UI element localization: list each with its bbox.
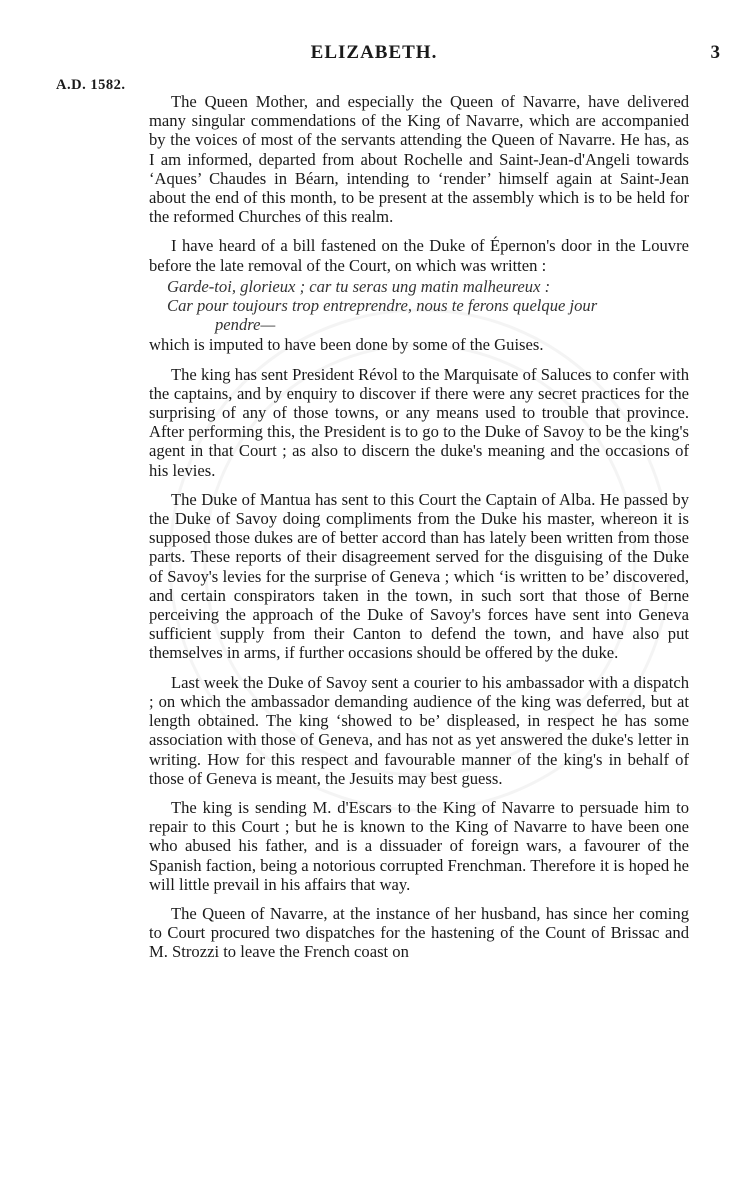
running-title: ELIZABETH. — [310, 42, 438, 63]
paragraph-m-descars: The king is sending M. d'Escars to the King of Navarre to persuade him to repair to this Court ; but he is known to the King of Navarre to have been one who abused his father, and is a dissuader of foreign wars, a favourer of the Spanish faction, being a notorious corrupted Frenchman. Therefore it is hoped he will little prevail in his affairs that way. — [149, 797, 689, 894]
running-header — [0, 38, 748, 68]
verse-line-2-continuation: pendre— — [215, 315, 276, 335]
paragraph-imputed-guises: which is imputed to have been done by some of the Guises. — [149, 335, 544, 355]
paragraph-duke-savoy-courier: Last week the Duke of Savoy sent a courier to his ambassador with a dispatch ; on which the ambassador demanding audience of the king was deferred, but at length obtained. The king ‘showed to be’ displeased, in respect he has some association with those of Geneva, and has not as yet answered the duke's letter in writing. How for this respect and favourable manner of the king's in behalf of those of Geneva is meant, the Jesuits may best guess. — [149, 672, 689, 788]
page-number: 3 — [710, 42, 720, 63]
verse-line-2: Car pour toujours trop entreprendre, nous te ferons quelque jour — [167, 296, 598, 316]
document-body — [149, 92, 689, 972]
margin-date: A.D. 1582. — [56, 77, 126, 93]
paragraph-queen-navarre-dispatches: The Queen of Navarre, at the instance of her husband, has since her coming to Court procured two dispatches for the hastening of the Count of Brissac and M. Strozzi to leave the French coast on — [149, 903, 689, 962]
verse-line-1: Garde-toi, glorieux ; car tu seras ung matin malheureux : — [167, 276, 551, 296]
paragraph-queen-mother: The Queen Mother, and especially the Queen of Navarre, have delivered many singular commendations of the King of Navarre, which are accompanied by the voices of most of the servants attending the Queen of Navarre. He has, as I am informed, departed from about Rochelle and Saint-Jean-d'Angeli towards ‘Aques’ Chaudes in Béarn, intending to ‘render’ himself again at Saint-Jean about the end of this month, to be present at the assembly which is to be held for the reformed Churches of this realm. — [149, 92, 689, 227]
paragraph-bill-epernon: I have heard of a bill fastened on the Duke of Épernon's door in the Louvre before the late removal of the Court, on which was written : — [149, 236, 689, 275]
paragraph-president-revol: The king has sent President Révol to the Marquisate of Saluces to confer with the captains, and by enquiry to discover if there were any secret practices for the surprising of any of those towns, or any means used to trouble that province. After performing this, the President is to go to the Duke of Savoy to be the king's agent in that Court ; as also to discern the duke's meaning and the occasions of his levies. — [149, 364, 689, 480]
paragraph-duke-mantua: The Duke of Mantua has sent to this Court the Captain of Alba. He passed by the Duke of Savoy doing compliments from the Duke his master, whereon it is supposed those dukes are of better accord than has lately been written from those parts. These reports of their disagreement served for the disguising of the Duke of Savoy's levies for the surprise of Geneva ; which ‘is written to be’ discovered, and certain conspirators taken in the town, in such sort that those of Berne perceiving the approach of the Duke of Savoy's forces have sent into Geneva sufficient supply from their Canton to defend the town, and have also put themselves in arms, if further occasions should be offered by the duke. — [149, 489, 689, 663]
verse-quote — [167, 277, 689, 335]
